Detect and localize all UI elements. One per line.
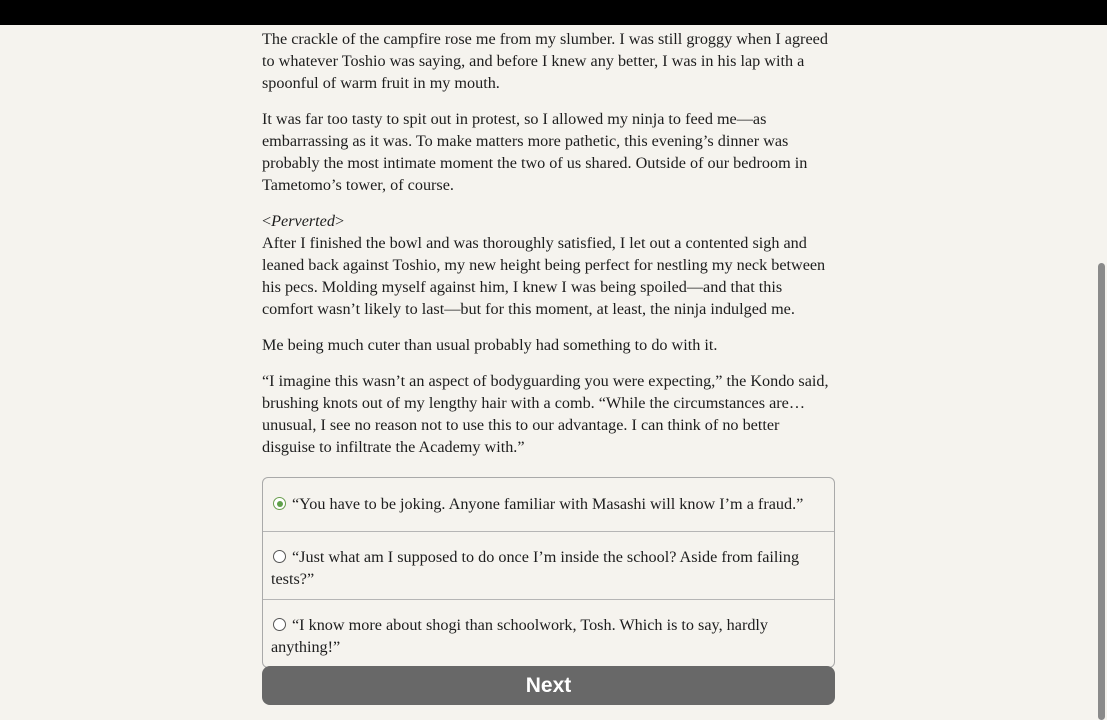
- story-text: [262, 28, 836, 472]
- choice-option-2-text: “Just what am I supposed to do once I’m inside the school? Aside from failing tests?”: [271, 548, 800, 588]
- choice-option-3[interactable]: [263, 599, 834, 667]
- radio-selected-icon[interactable]: [273, 497, 286, 510]
- story-paragraph-2: It was far too tasty to spit out in protest, so I allowed my ninja to feed me—as embarrassing as it was. To make matters more pathetic, this evening’s dinner was probably the most intimate moment the two of us shared. Outside of our bedroom in Tametomo’s tower, of course.: [262, 110, 808, 194]
- story-paragraph-3: After I finished the bowl and was thoroughly satisfied, I let out a contented sigh and leaned back against Toshio, my new height being perfect for nestling my neck between his pecs. Molding myself against him, I knew I was being spoiled—and that this comfort wasn’t likely to last—but for this moment, at least, the ninja indulged me.: [262, 234, 826, 318]
- choice-list: [262, 477, 835, 668]
- story-paragraph-5: “I imagine this wasn’t an aspect of bodyguarding you were expecting,” the Kondo said, brushing knots out of my lengthy hair with a comb. “While the circumstances are… unusual, I see no reason not to use this to our advantage. I can think of no better disguise to infiltrate the Academy with.”: [262, 372, 829, 456]
- story-paragraph-4: Me being much cuter than usual probably had something to do with it.: [262, 336, 718, 354]
- choice-option-3-text: “I know more about shogi than schoolwork, Tosh. Which is to say, hardly anything!”: [271, 616, 769, 656]
- choice-option-2[interactable]: [263, 531, 834, 599]
- choice-option-1-text: “You have to be joking. Anyone familiar with Masashi will know I’m a fraud.”: [292, 495, 804, 513]
- choice-option-1[interactable]: [263, 478, 834, 531]
- radio-unselected-icon[interactable]: [273, 550, 286, 563]
- radio-unselected-icon[interactable]: [273, 618, 286, 631]
- next-button[interactable]: Next: [262, 666, 835, 705]
- scrollbar-thumb[interactable]: [1098, 263, 1105, 720]
- top-bar: [0, 0, 1107, 25]
- stat-tag: <Perverted>: [262, 212, 345, 230]
- stat-tag-label: Perverted: [271, 212, 335, 230]
- story-paragraph-1: The crackle of the campfire rose me from my slumber. I was still groggy when I agreed to whatever Toshio was saying, and before I knew any better, I was in his lap with a spoonful of warm fruit in my mouth.: [262, 30, 828, 92]
